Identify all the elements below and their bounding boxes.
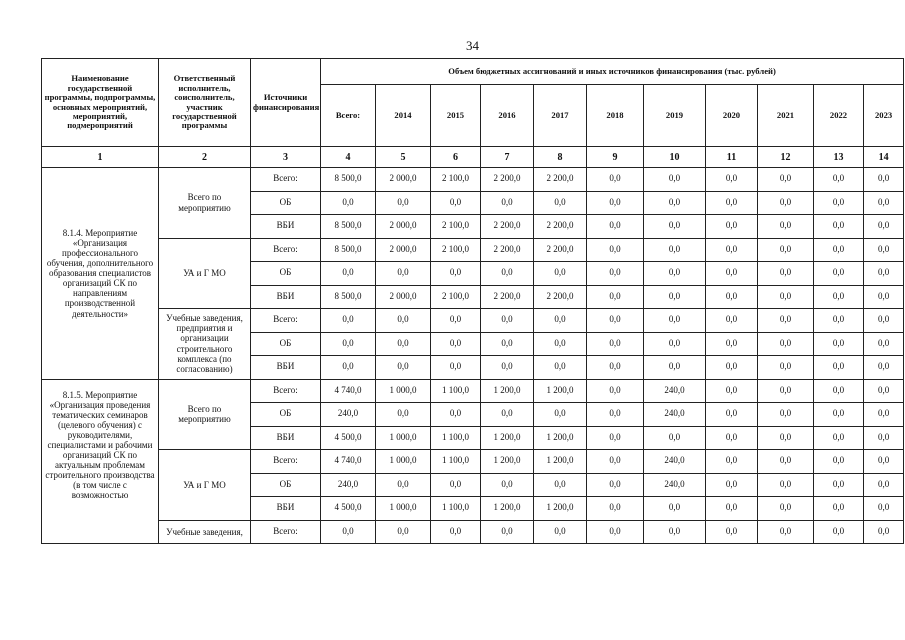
amount-cell: 0,0 [481,309,534,333]
header-responsible: Ответственный исполнитель, соисполнитель, участник государственной программы [159,59,251,147]
funding-source: Всего: [251,238,321,262]
amount-cell: 0,0 [587,379,644,403]
amount-cell: 0,0 [431,309,481,333]
amount-cell: 0,0 [587,520,644,544]
table-row [42,238,904,262]
header-year: 2015 [431,85,481,147]
amount-cell: 0,0 [864,403,904,427]
amount-cell: 1 200,0 [534,379,587,403]
amount-cell: 0,0 [644,309,706,333]
amount-cell: 0,0 [758,520,814,544]
amount-cell: 0,0 [758,497,814,521]
amount-cell: 0,0 [587,215,644,239]
amount-cell: 0,0 [644,356,706,380]
amount-cell: 0,0 [758,450,814,474]
funding-source: ВБИ [251,215,321,239]
amount-cell: 1 100,0 [431,450,481,474]
funding-source: ВБИ [251,356,321,380]
amount-cell: 0,0 [644,168,706,192]
amount-cell: 0,0 [758,403,814,427]
amount-cell: 0,0 [644,332,706,356]
amount-cell: 0,0 [814,262,864,286]
amount-cell: 0,0 [481,191,534,215]
amount-cell: 0,0 [587,238,644,262]
header-year: 2017 [534,85,587,147]
amount-cell: 0,0 [864,309,904,333]
header-year: 2022 [814,85,864,147]
amount-cell: 2 200,0 [534,285,587,309]
funding-source: Всего: [251,168,321,192]
amount-cell: 0,0 [644,262,706,286]
amount-cell: 0,0 [758,356,814,380]
amount-cell: 240,0 [321,473,376,497]
amount-cell: 2 200,0 [481,238,534,262]
funding-source: ОБ [251,403,321,427]
column-number: 8 [534,147,587,168]
amount-cell: 240,0 [644,473,706,497]
amount-cell: 0,0 [758,332,814,356]
amount-cell: 0,0 [706,262,758,286]
amount-cell: 0,0 [376,473,431,497]
amount-cell: 0,0 [814,379,864,403]
amount-cell: 0,0 [758,168,814,192]
column-number: 10 [644,147,706,168]
amount-cell: 0,0 [644,497,706,521]
amount-cell: 0,0 [321,309,376,333]
amount-cell: 2 100,0 [431,238,481,262]
column-number: 14 [864,147,904,168]
amount-cell: 0,0 [376,332,431,356]
amount-cell: 8 500,0 [321,238,376,262]
amount-cell: 4 500,0 [321,426,376,450]
responsible-executor: УА и Г МО [159,450,251,521]
amount-cell: 0,0 [587,332,644,356]
amount-cell: 0,0 [864,426,904,450]
column-number: 11 [706,147,758,168]
amount-cell: 2 000,0 [376,168,431,192]
amount-cell: 0,0 [814,168,864,192]
responsible-executor: Учебные заведения, предприятия и организации строительного комплекса (по согласованию) [159,309,251,380]
column-number: 1 [42,147,159,168]
header-year: 2020 [706,85,758,147]
amount-cell: 0,0 [864,497,904,521]
amount-cell: 1 100,0 [431,379,481,403]
amount-cell: 0,0 [534,473,587,497]
amount-cell: 0,0 [814,309,864,333]
amount-cell: 0,0 [758,426,814,450]
amount-cell: 0,0 [321,332,376,356]
amount-cell: 0,0 [864,215,904,239]
amount-cell: 1 000,0 [376,379,431,403]
responsible-executor: УА и Г МО [159,238,251,309]
amount-cell: 0,0 [481,262,534,286]
amount-cell: 0,0 [864,379,904,403]
amount-cell: 0,0 [864,238,904,262]
table-row [42,520,904,544]
amount-cell: 0,0 [706,450,758,474]
amount-cell: 1 200,0 [534,450,587,474]
amount-cell: 0,0 [587,191,644,215]
amount-cell: 2 100,0 [431,168,481,192]
header-year: 2023 [864,85,904,147]
amount-cell: 0,0 [758,191,814,215]
amount-cell: 0,0 [587,473,644,497]
amount-cell: 8 500,0 [321,285,376,309]
header-volume: Объем бюджетных ассигнований и иных источников финансирования (тыс. рублей) [321,59,904,85]
amount-cell: 2 200,0 [481,285,534,309]
amount-cell: 0,0 [814,497,864,521]
amount-cell: 0,0 [431,262,481,286]
page-number: 34 [466,38,479,53]
funding-source: ОБ [251,191,321,215]
amount-cell: 0,0 [321,191,376,215]
amount-cell: 2 100,0 [431,215,481,239]
amount-cell: 0,0 [706,285,758,309]
funding-source: ОБ [251,473,321,497]
funding-source: Всего: [251,379,321,403]
amount-cell: 0,0 [587,309,644,333]
amount-cell: 0,0 [376,309,431,333]
amount-cell: 0,0 [864,191,904,215]
amount-cell: 0,0 [587,403,644,427]
amount-cell: 0,0 [321,262,376,286]
amount-cell: 0,0 [534,262,587,286]
amount-cell: 0,0 [706,379,758,403]
amount-cell: 0,0 [814,520,864,544]
table-row [42,309,904,333]
amount-cell: 0,0 [481,403,534,427]
amount-cell: 0,0 [376,191,431,215]
amount-cell: 1 000,0 [376,497,431,521]
column-number: 7 [481,147,534,168]
column-number: 2 [159,147,251,168]
amount-cell: 0,0 [587,168,644,192]
amount-cell: 0,0 [644,426,706,450]
amount-cell: 0,0 [814,238,864,262]
activity-name: 8.1.5. Мероприятие «Организация проведения тематических семинаров (целевого обучения) с руководителями, специалистами и рабочими организаций СК по актуальным проблемам строительного производства (в том числе с возможностью [42,379,159,544]
amount-cell: 2 200,0 [534,215,587,239]
amount-cell: 0,0 [706,520,758,544]
amount-cell: 0,0 [534,356,587,380]
amount-cell: 0,0 [587,450,644,474]
amount-cell: 0,0 [534,403,587,427]
amount-cell: 2 200,0 [534,238,587,262]
amount-cell: 0,0 [644,215,706,239]
amount-cell: 0,0 [864,520,904,544]
column-number: 12 [758,147,814,168]
amount-cell: 0,0 [864,450,904,474]
amount-cell: 0,0 [481,520,534,544]
activity-name: 8.1.4. Мероприятие «Организация профессионального обучения, дополнительного образования специалистов организаций СК по направлениям производственной деятельности» [42,168,159,380]
header-name: Наименование государственной программы, подпрограммы, основных мероприятий, мероприятий, подмероприятий [42,59,159,147]
header-year: 2018 [587,85,644,147]
funding-source: Всего: [251,309,321,333]
amount-cell: 0,0 [758,285,814,309]
table-row [42,168,904,192]
responsible-executor: Учебные заведения, [159,520,251,544]
amount-cell: 2 200,0 [534,168,587,192]
amount-cell: 0,0 [814,191,864,215]
amount-cell: 0,0 [706,238,758,262]
amount-cell: 8 500,0 [321,168,376,192]
amount-cell: 1 100,0 [431,497,481,521]
amount-cell: 0,0 [814,215,864,239]
amount-cell: 0,0 [864,262,904,286]
amount-cell: 0,0 [706,426,758,450]
amount-cell: 0,0 [587,497,644,521]
table-row [42,450,904,474]
amount-cell: 1 200,0 [481,426,534,450]
column-number: 5 [376,147,431,168]
funding-source: ОБ [251,262,321,286]
amount-cell: 0,0 [321,356,376,380]
amount-cell: 0,0 [644,191,706,215]
funding-source: ВБИ [251,497,321,521]
funding-source: ВБИ [251,426,321,450]
header-year: 2019 [644,85,706,147]
amount-cell: 4 740,0 [321,379,376,403]
amount-cell: 240,0 [321,403,376,427]
column-number: 13 [814,147,864,168]
amount-cell: 8 500,0 [321,215,376,239]
amount-cell: 0,0 [864,168,904,192]
amount-cell: 0,0 [534,191,587,215]
amount-cell: 0,0 [706,168,758,192]
amount-cell: 0,0 [481,332,534,356]
amount-cell: 0,0 [587,426,644,450]
amount-cell: 0,0 [376,356,431,380]
amount-cell: 2 200,0 [481,168,534,192]
header-sources: Источники финансирования [251,59,321,147]
amount-cell: 1 000,0 [376,426,431,450]
amount-cell: 0,0 [758,238,814,262]
funding-source: ОБ [251,332,321,356]
amount-cell: 2 000,0 [376,285,431,309]
amount-cell: 0,0 [706,473,758,497]
funding-source: ВБИ [251,285,321,309]
amount-cell: 0,0 [758,379,814,403]
amount-cell: 0,0 [481,356,534,380]
amount-cell: 1 200,0 [534,497,587,521]
amount-cell: 0,0 [321,520,376,544]
amount-cell: 1 000,0 [376,450,431,474]
amount-cell: 0,0 [814,356,864,380]
funding-source: Всего: [251,450,321,474]
amount-cell: 0,0 [644,285,706,309]
amount-cell: 240,0 [644,403,706,427]
table-row [42,379,904,403]
amount-cell: 2 200,0 [481,215,534,239]
amount-cell: 4 500,0 [321,497,376,521]
amount-cell: 1 200,0 [481,379,534,403]
amount-cell: 0,0 [431,356,481,380]
amount-cell: 0,0 [376,262,431,286]
column-number: 6 [431,147,481,168]
column-number: 3 [251,147,321,168]
amount-cell: 240,0 [644,450,706,474]
amount-cell: 0,0 [587,356,644,380]
amount-cell: 0,0 [814,285,864,309]
amount-cell: 0,0 [864,356,904,380]
header-year: 2016 [481,85,534,147]
amount-cell: 0,0 [376,520,431,544]
amount-cell: 0,0 [431,191,481,215]
column-number: 4 [321,147,376,168]
amount-cell: 2 000,0 [376,238,431,262]
amount-cell: 0,0 [706,309,758,333]
funding-source: Всего: [251,520,321,544]
amount-cell: 0,0 [534,309,587,333]
amount-cell: 0,0 [706,215,758,239]
amount-cell: 0,0 [481,473,534,497]
amount-cell: 1 200,0 [534,426,587,450]
amount-cell: 0,0 [758,473,814,497]
responsible-executor: Всего по мероприятию [159,168,251,239]
header-year: 2014 [376,85,431,147]
amount-cell: 0,0 [706,332,758,356]
amount-cell: 0,0 [431,332,481,356]
financing-table [41,58,904,544]
amount-cell: 1 100,0 [431,426,481,450]
amount-cell: 4 740,0 [321,450,376,474]
amount-cell: 1 200,0 [481,450,534,474]
amount-cell: 0,0 [814,450,864,474]
amount-cell: 2 000,0 [376,215,431,239]
amount-cell: 0,0 [814,426,864,450]
amount-cell: 0,0 [706,497,758,521]
amount-cell: 0,0 [431,520,481,544]
amount-cell: 0,0 [814,473,864,497]
amount-cell: 0,0 [587,262,644,286]
amount-cell: 0,0 [706,356,758,380]
amount-cell: 0,0 [758,215,814,239]
column-number: 9 [587,147,644,168]
amount-cell: 0,0 [534,332,587,356]
amount-cell: 0,0 [706,403,758,427]
amount-cell: 2 100,0 [431,285,481,309]
amount-cell: 0,0 [814,332,864,356]
header-year: 2021 [758,85,814,147]
amount-cell: 0,0 [644,238,706,262]
amount-cell: 0,0 [758,309,814,333]
amount-cell: 0,0 [431,473,481,497]
amount-cell: 0,0 [587,285,644,309]
amount-cell: 0,0 [534,520,587,544]
amount-cell: 240,0 [644,379,706,403]
amount-cell: 0,0 [864,332,904,356]
amount-cell: 0,0 [814,403,864,427]
amount-cell: 0,0 [758,262,814,286]
amount-cell: 0,0 [431,403,481,427]
amount-cell: 0,0 [644,520,706,544]
amount-cell: 0,0 [864,473,904,497]
amount-cell: 0,0 [706,191,758,215]
responsible-executor: Всего по мероприятию [159,379,251,450]
header-total: Всего: [321,85,376,147]
amount-cell: 0,0 [376,403,431,427]
amount-cell: 1 200,0 [481,497,534,521]
amount-cell: 0,0 [864,285,904,309]
